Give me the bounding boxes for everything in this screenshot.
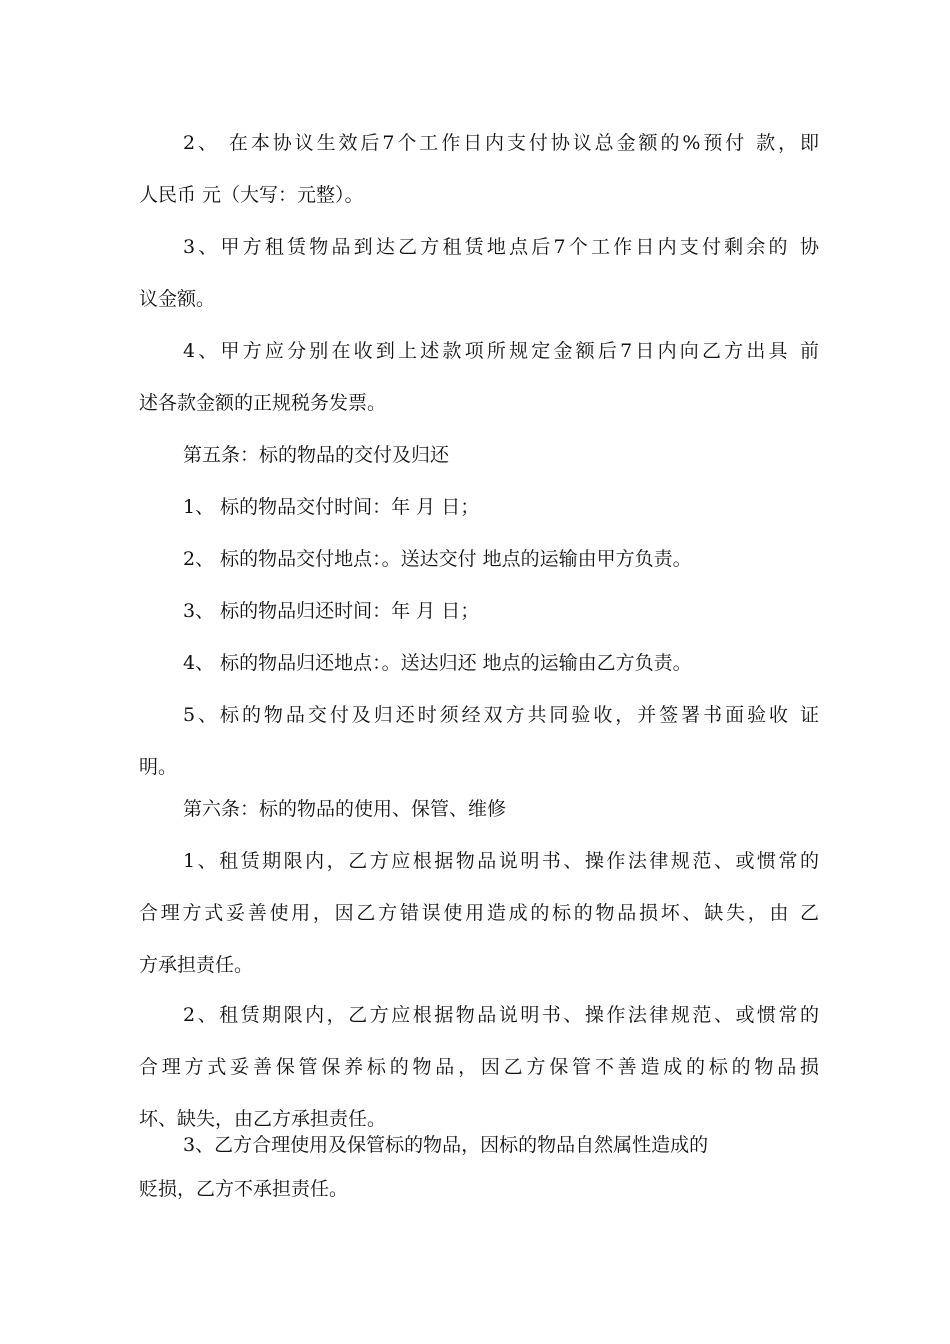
text-line: 议金额。: [139, 288, 216, 310]
list-item-acceptance: [139, 689, 819, 793]
text-line: 2、 标的物品交付地点：。送达交付 地点的运输由甲方负责。: [183, 548, 692, 570]
text-line: 3、甲方租赁物品到达乙方租赁地点后7个工作日内支付剩余的 协: [183, 236, 819, 258]
text-line: 贬损，乙方不承担责任。: [139, 1178, 349, 1200]
text-line: 1、租赁期限内，乙方应根据物品说明书、操作法律规范、或惯常的: [183, 850, 819, 872]
text-line: 明。: [139, 756, 178, 778]
text-line: 2、租赁期限内，乙方应根据物品说明书、操作法律规范、或惯常的: [183, 1004, 819, 1026]
text-line: 2、 在本协议生效后7个工作日内支付协议总金额的%预付 款，即: [183, 132, 819, 154]
text-line: 4、甲方应分别在收到上述款项所规定金额后7日内向乙方出具 前: [183, 340, 819, 362]
text-line: 坏、缺失，由乙方承担责任。: [139, 1108, 387, 1130]
text-line: 3、 标的物品归还时间：年 月 日；: [183, 600, 480, 622]
paragraph-use-responsibility: [139, 835, 819, 991]
paragraph-payment-advance: [139, 117, 819, 221]
paragraph-invoice: [139, 325, 819, 429]
text-line: 人民币 元（大写：元整）。: [139, 184, 364, 206]
list-item-delivery-place: [139, 533, 819, 585]
paragraph-natural-depreciation: [139, 1119, 819, 1215]
paragraph-payment-remaining: [139, 221, 819, 325]
list-item-delivery-time: [139, 481, 819, 533]
text-line: 述各款金额的正规税务发票。: [139, 392, 387, 414]
list-item-return-place: [139, 637, 819, 689]
text-line: 5、标的物品交付及归还时须经双方共同验收，并签署书面验收 证: [183, 704, 819, 726]
list-item-return-time: [139, 585, 819, 637]
text-line: 方承担责任。: [139, 954, 254, 976]
text-line: 4、 标的物品归还地点：。送达归还 地点的运输由乙方负责。: [183, 652, 692, 674]
section-heading-article-6: [139, 783, 819, 835]
text-line: 第五条：标的物品的交付及归还: [183, 444, 450, 466]
text-line: 3、乙方合理使用及保管标的物品，因标的物品自然属性造成的: [183, 1134, 709, 1156]
text-line: 第六条：标的物品的使用、保管、维修: [183, 798, 507, 820]
text-line: 合理方式妥善保管保养标的物品，因乙方保管不善造成的标的物品损: [139, 1056, 819, 1078]
text-line: 合理方式妥善使用，因乙方错误使用造成的标的物品损坏、缺失，由 乙: [139, 902, 819, 924]
section-heading-article-5: [139, 429, 819, 481]
text-line: 1、 标的物品交付时间：年 月 日；: [183, 496, 480, 518]
